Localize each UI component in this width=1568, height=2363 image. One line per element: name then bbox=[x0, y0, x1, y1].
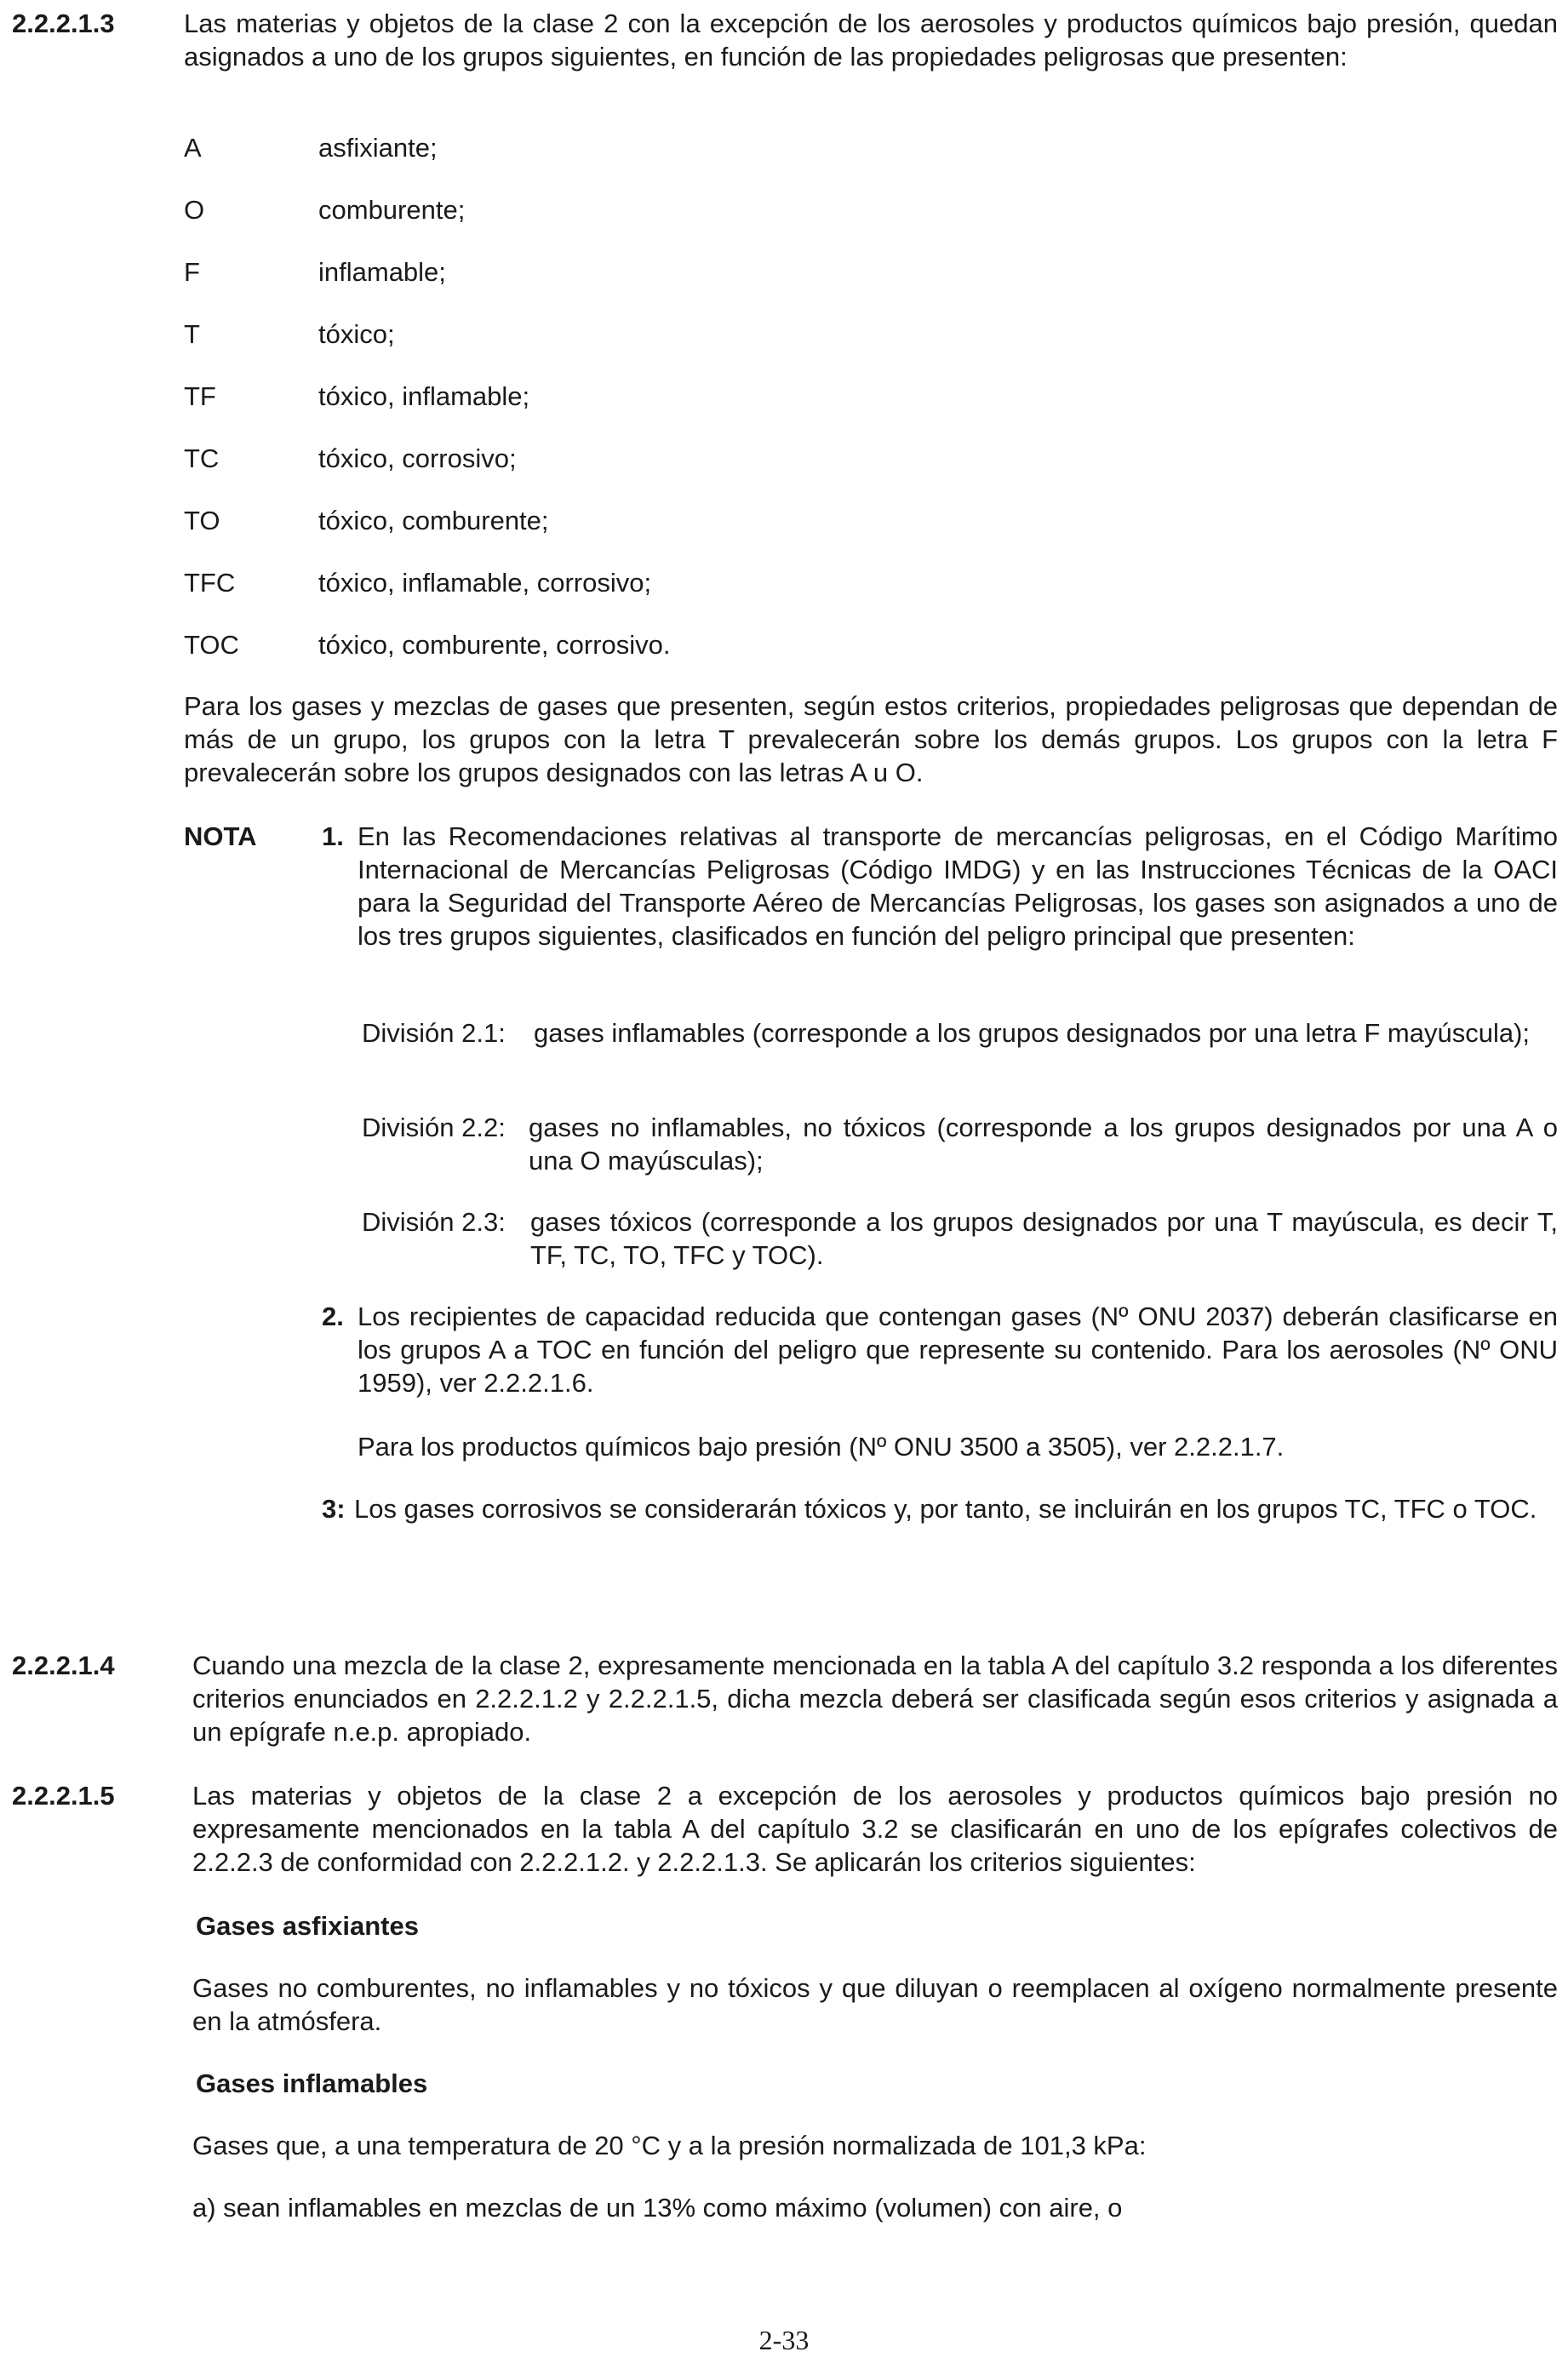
division-2-2-text: gases no inflamables, no tóxicos (corresponde a los grupos designados por una A o una O mayúsculas); bbox=[529, 1113, 1558, 1176]
note-3-body: Los gases corrosivos se considerarán tóxicos y, por tanto, se incluirán en los grupos TC, TFC o TOC. bbox=[354, 1494, 1537, 1524]
heading-gases-asfixiantes: Gases asfixiantes bbox=[196, 1911, 419, 1941]
group-code: A bbox=[184, 133, 202, 163]
section-number-2-2-2-1-3: 2.2.2.1.3 bbox=[12, 9, 115, 38]
group-desc: tóxico, corrosivo; bbox=[318, 443, 517, 473]
group-desc: inflamable; bbox=[318, 257, 446, 287]
page-number: 2-33 bbox=[758, 2325, 810, 2355]
criterion-a: a) sean inflamables en mezclas de un 13% como máximo (volumen) con aire, o bbox=[192, 2193, 1123, 2223]
note-1-number: 1. bbox=[322, 821, 344, 851]
group-code: TC bbox=[184, 443, 220, 473]
paragraph-gases-asfixiantes: Gases no comburentes, no inflamables y no tóxicos y que diluyan o reemplacen al oxígeno normalmente presente en la atmósfera. bbox=[192, 1973, 1558, 2036]
group-desc: asfixiante; bbox=[318, 133, 438, 163]
group-code: F bbox=[184, 257, 200, 287]
group-code: TO bbox=[184, 506, 220, 535]
section-number-2-2-2-1-5: 2.2.2.1.5 bbox=[12, 1781, 115, 1811]
group-desc: comburente; bbox=[318, 195, 466, 225]
group-desc: tóxico, comburente, corrosivo. bbox=[318, 630, 671, 660]
division-2-1-text: gases inflamables (corresponde a los grupos designados por una letra F mayúscula); bbox=[534, 1018, 1531, 1048]
nota-label: NOTA bbox=[184, 821, 257, 851]
group-code: TF bbox=[184, 381, 216, 411]
section-number-2-2-2-1-4: 2.2.2.1.4 bbox=[12, 1651, 115, 1680]
section-2-2-2-1-4-text: Cuando una mezcla de la clase 2, expresamente mencionada en la tabla A del capítulo 3.2 responda a los diferentes criterios enunciados en 2.2.2.1.2 y 2.2.2.1.5, dicha mezcla deberá ser clasificada según esos criterios y asignada a un epígrafe n.e.p. apropiado. bbox=[192, 1651, 1558, 1747]
note-2-number: 2. bbox=[322, 1302, 344, 1331]
division-2-2-label: División 2.2: bbox=[362, 1113, 506, 1142]
group-code: T bbox=[184, 319, 200, 349]
precedence-paragraph: Para los gases y mezclas de gases que presenten, según estos criterios, propiedades peligrosas que dependan de más de un grupo, los grupos con la letra T prevalecerán sobre los demás grupos. Los grupos con la letra F prevalecerán sobre los grupos designados con las letras A u O. bbox=[184, 691, 1558, 787]
note-2-extra: Para los productos químicos bajo presión (Nº ONU 3500 a 3505), ver 2.2.2.1.7. bbox=[358, 1432, 1285, 1462]
division-2-1-label: División 2.1: bbox=[362, 1018, 506, 1048]
group-desc: tóxico, comburente; bbox=[318, 506, 549, 535]
section-intro: Las materias y objetos de la clase 2 con la excepción de los aerosoles y productos químicos bajo presión, quedan asignados a uno de los grupos siguientes, en función de las propiedades peligrosas que presenten: bbox=[184, 9, 1558, 72]
note-1-text: En las Recomendaciones relativas al transporte de mercancías peligrosas, en el Código Marítimo Internacional de Mercancías Peligrosas (Código IMDG) y en las Instrucciones Técnicas de la OACI para la Seguridad del Transporte Aéreo de Mercancías Peligrosas, los gases son asignados a uno de los tres grupos siguientes, clasificados en función del peligro principal que presenten: bbox=[358, 821, 1558, 951]
paragraph-gases-inflamables: Gases que, a una temperatura de 20 °C y a la presión normalizada de 101,3 kPa: bbox=[192, 2131, 1147, 2160]
group-code: TOC bbox=[184, 630, 239, 660]
division-2-3-text: gases tóxicos (corresponde a los grupos designados por una T mayúscula, es decir T, TF, TC, TO, TFC y TOC). bbox=[530, 1207, 1558, 1270]
note-3-text bbox=[322, 1492, 1558, 1525]
group-code: O bbox=[184, 195, 205, 225]
division-2-3-label: División 2.3: bbox=[362, 1207, 506, 1237]
section-2-2-2-1-5-text: Las materias y objetos de la clase 2 a excepción de los aerosoles y productos químicos bajo presión no expresamente mencionados en la tabla A del capítulo 3.2 se clasificarán en uno de los epígrafes colectivos de 2.2.2.3 de conformidad con 2.2.2.1.2. y 2.2.2.1.3. Se aplicarán los criterios siguientes: bbox=[192, 1781, 1558, 1877]
group-code: TFC bbox=[184, 568, 236, 598]
group-desc: tóxico, inflamable; bbox=[318, 381, 530, 411]
heading-gases-inflamables: Gases inflamables bbox=[196, 2068, 428, 2098]
group-desc: tóxico; bbox=[318, 319, 395, 349]
group-desc: tóxico, inflamable, corrosivo; bbox=[318, 568, 652, 598]
note-2-text: Los recipientes de capacidad reducida que contengan gases (Nº ONU 2037) deberán clasificarse en los grupos A a TOC en función del peligro que represente su contenido. Para los aerosoles (Nº ONU 1959), ver 2.2.2.1.6. bbox=[358, 1302, 1558, 1398]
note-3-number: 3: bbox=[322, 1494, 346, 1524]
